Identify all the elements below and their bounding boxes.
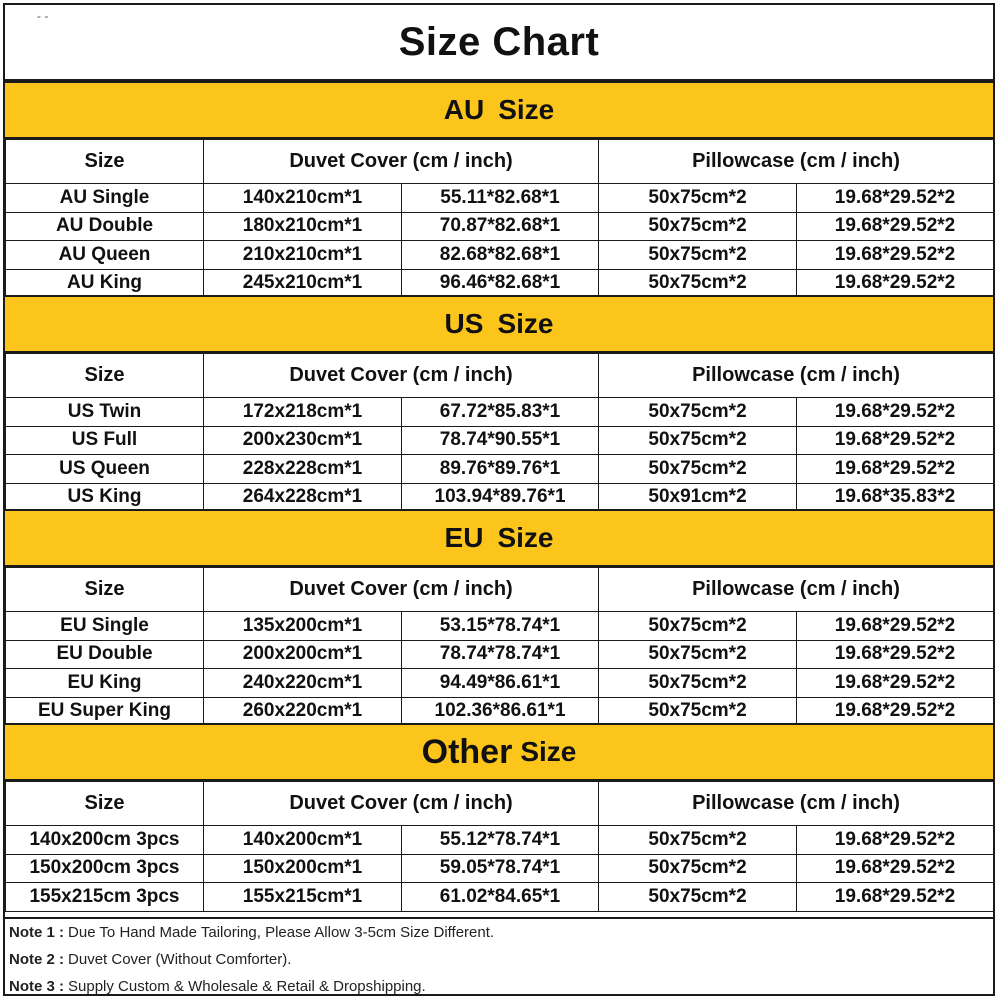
pillow-inch-cell: 19.68*29.52*2 xyxy=(797,212,994,241)
size-cell: EU King xyxy=(6,669,204,698)
pillow-cm-cell: 50x91cm*2 xyxy=(599,483,797,512)
duvet-inch-cell: 89.76*89.76*1 xyxy=(402,455,599,484)
note-label: Note 2 : xyxy=(9,951,65,968)
pillow-cm-cell: 50x75cm*2 xyxy=(599,269,797,298)
duvet-cm-cell: 172x218cm*1 xyxy=(204,398,402,427)
note-text: Supply Custom & Wholesale & Retail & Dropshipping. xyxy=(68,978,426,995)
section-suffix: Size xyxy=(498,94,555,125)
size-column-header: Size xyxy=(6,354,204,398)
size-cell: 150x200cm 3pcs xyxy=(6,854,204,883)
duvet-inch-cell: 94.49*86.61*1 xyxy=(402,669,599,698)
size-column-header: Size xyxy=(6,568,204,612)
pillow-inch-cell: 19.68*29.52*2 xyxy=(797,826,994,855)
pillow-inch-cell: 19.68*29.52*2 xyxy=(797,612,994,641)
size-cell: EU Super King xyxy=(6,697,204,726)
duvet-inch-cell: 55.12*78.74*1 xyxy=(402,826,599,855)
pillow-cm-cell: 50x75cm*2 xyxy=(599,826,797,855)
size-cell: AU Double xyxy=(6,212,204,241)
section-suffix: Size xyxy=(497,522,554,553)
pillow-inch-cell: 19.68*29.52*2 xyxy=(797,269,994,298)
duvet-column-header: Duvet Cover (cm / inch) xyxy=(204,782,599,826)
size-column-header: Size xyxy=(6,140,204,184)
page-title: Size Chart xyxy=(5,5,993,81)
duvet-column-header: Duvet Cover (cm / inch) xyxy=(204,568,599,612)
table-header-row xyxy=(6,782,994,826)
section-header-us xyxy=(5,295,993,353)
pillow-cm-cell: 50x75cm*2 xyxy=(599,697,797,726)
pillow-cm-cell: 50x75cm*2 xyxy=(599,883,797,912)
duvet-cm-cell: 245x210cm*1 xyxy=(204,269,402,298)
section-suffix: Size xyxy=(497,308,554,339)
duvet-cm-cell: 180x210cm*1 xyxy=(204,212,402,241)
table-row xyxy=(6,455,994,484)
pillow-cm-cell: 50x75cm*2 xyxy=(599,212,797,241)
duvet-inch-cell: 55.11*82.68*1 xyxy=(402,184,599,213)
size-table-eu xyxy=(5,567,994,726)
duvet-cm-cell: 135x200cm*1 xyxy=(204,612,402,641)
section-name: AU xyxy=(443,94,485,125)
duvet-inch-cell: 78.74*78.74*1 xyxy=(402,640,599,669)
notes xyxy=(5,917,993,1000)
section-header-other xyxy=(5,723,993,781)
size-table-us xyxy=(5,353,994,512)
pillow-column-header: Pillowcase (cm / inch) xyxy=(599,140,994,184)
duvet-cm-cell: 150x200cm*1 xyxy=(204,854,402,883)
section-suffix: Size xyxy=(520,736,577,767)
pillow-inch-cell: 19.68*29.52*2 xyxy=(797,883,994,912)
pillow-column-header: Pillowcase (cm / inch) xyxy=(599,568,994,612)
pillow-cm-cell: 50x75cm*2 xyxy=(599,426,797,455)
pillow-column-header: Pillowcase (cm / inch) xyxy=(599,354,994,398)
table-header-row xyxy=(6,354,994,398)
size-cell: US Queen xyxy=(6,455,204,484)
pillow-inch-cell: 19.68*29.52*2 xyxy=(797,697,994,726)
table-row xyxy=(6,398,994,427)
duvet-cm-cell: 260x220cm*1 xyxy=(204,697,402,726)
table-row xyxy=(6,854,994,883)
pillow-cm-cell: 50x75cm*2 xyxy=(599,241,797,270)
note-label: Note 3 : xyxy=(9,978,65,995)
table-header-row xyxy=(6,140,994,184)
duvet-cm-cell: 155x215cm*1 xyxy=(204,883,402,912)
size-cell: 155x215cm 3pcs xyxy=(6,883,204,912)
table-row xyxy=(6,612,994,641)
pillow-inch-cell: 19.68*29.52*2 xyxy=(797,426,994,455)
duvet-inch-cell: 96.46*82.68*1 xyxy=(402,269,599,298)
size-cell: EU Double xyxy=(6,640,204,669)
section-header-au xyxy=(5,81,993,139)
duvet-inch-cell: 103.94*89.76*1 xyxy=(402,483,599,512)
note-text: Duvet Cover (Without Comforter). xyxy=(68,951,292,968)
section-name: US xyxy=(444,308,484,339)
duvet-cm-cell: 264x228cm*1 xyxy=(204,483,402,512)
duvet-inch-cell: 78.74*90.55*1 xyxy=(402,426,599,455)
pillow-inch-cell: 19.68*29.52*2 xyxy=(797,854,994,883)
size-cell: 140x200cm 3pcs xyxy=(6,826,204,855)
duvet-column-header: Duvet Cover (cm / inch) xyxy=(204,140,599,184)
size-cell: US Full xyxy=(6,426,204,455)
duvet-cm-cell: 228x228cm*1 xyxy=(204,455,402,484)
note-2 xyxy=(5,946,993,973)
size-cell: US Twin xyxy=(6,398,204,427)
duvet-inch-cell: 59.05*78.74*1 xyxy=(402,854,599,883)
table-row xyxy=(6,826,994,855)
duvet-column-header: Duvet Cover (cm / inch) xyxy=(204,354,599,398)
size-table-au xyxy=(5,139,994,298)
pillow-inch-cell: 19.68*29.52*2 xyxy=(797,241,994,270)
duvet-cm-cell: 240x220cm*1 xyxy=(204,669,402,698)
table-row xyxy=(6,483,994,512)
duvet-inch-cell: 61.02*84.65*1 xyxy=(402,883,599,912)
size-cell: AU Queen xyxy=(6,241,204,270)
table-row xyxy=(6,269,994,298)
pillow-cm-cell: 50x75cm*2 xyxy=(599,854,797,883)
table-row xyxy=(6,241,994,270)
pillow-inch-cell: 19.68*29.52*2 xyxy=(797,640,994,669)
size-chart: - - Size Chart AU Size Size Duvet Cover (cm / inch) Pillowcase (cm / inch) AU Single 140x210cm*1 55.11*82.68*1 50x75cm*2 19.68*29.52*2 AU Double 180x210cm*1 70.87*82.68*1 50x75cm*2 19.68*29.52*2 AU Queen 210x210cm*1 82.68*82.68*1 50x75cm*2 19.68*29.52*2 AU King 245x210cm*1 96.46*82.68*1 50x75cm*2 19.68*29.52*2 US Size Size Duvet Cover (cm / inch) Pillowcase (cm / inch) US Twin 172x218cm*1 67.72*85.83*1 50x75cm*2 19.68*29.52*2 US Full 200x230cm*1 78.74*90.55*1 50x75cm*2 19.68*29.52*2 US Queen 228x228cm*1 89.76*89.76*1 50x75cm*2 19.68*29.52*2 US King 264x228cm*1 103.94*89.76*1 50x91cm*2 19.68*35.83*2 EU Size Size Duvet Cover (cm / inch) Pillowcase (cm / inch) EU Single 135x200cm*1 53.15*78.74*1 50x75cm*2 19.68*29.52*2 EU Double 200x200cm*1 78.74*78.74*1 50x75cm*2 19.68*29.52*2 EU King 240x220cm*1 94.49*86.61*1 50x75cm*2 19.68*29.52*2 EU Super King 260x220cm*1 102.36*86.61*1 50x75cm*2 19.68*29.52*2 Other Size Size Duvet Cover (cm / inch) Pillowcase (cm / inch) 140x200cm 3pcs 140x200cm*1 55.12*78.74*1 50x75cm*2 19.68*29.52*2 150x200cm 3pcs 150x200cm*1 59.05*78.74*1 50x75cm*2 19.68*29.52*2 155x215cm 3pcs 155x215cm*1 61.02*84.65*1 50x75cm*2 19.68*29.52*2 Note 1 : Due To Hand Made Tailoring, Please Allow 3-5cm Size Different. Note 2 : Duvet Cover (Without Comforter). Note 3 : Supply Custom & Wholesale & Retail & Dropshipping. xyxy=(3,3,995,996)
size-cell: US King xyxy=(6,483,204,512)
duvet-cm-cell: 140x200cm*1 xyxy=(204,826,402,855)
duvet-cm-cell: 200x200cm*1 xyxy=(204,640,402,669)
section-name: Other xyxy=(421,732,513,771)
duvet-cm-cell: 210x210cm*1 xyxy=(204,241,402,270)
table-row xyxy=(6,212,994,241)
section-header-eu xyxy=(5,509,993,567)
pillow-cm-cell: 50x75cm*2 xyxy=(599,184,797,213)
table-row xyxy=(6,669,994,698)
note-1 xyxy=(5,919,993,946)
duvet-inch-cell: 53.15*78.74*1 xyxy=(402,612,599,641)
pillow-inch-cell: 19.68*29.52*2 xyxy=(797,398,994,427)
table-row xyxy=(6,184,994,213)
pillow-cm-cell: 50x75cm*2 xyxy=(599,398,797,427)
duvet-inch-cell: 102.36*86.61*1 xyxy=(402,697,599,726)
size-cell: EU Single xyxy=(6,612,204,641)
note-text: Due To Hand Made Tailoring, Please Allow 3-5cm Size Different. xyxy=(68,924,495,941)
size-table-other xyxy=(5,781,994,912)
pillow-cm-cell: 50x75cm*2 xyxy=(599,640,797,669)
pillow-inch-cell: 19.68*29.52*2 xyxy=(797,669,994,698)
section-name: EU xyxy=(444,522,484,553)
duvet-cm-cell: 140x210cm*1 xyxy=(204,184,402,213)
duvet-cm-cell: 200x230cm*1 xyxy=(204,426,402,455)
pillow-inch-cell: 19.68*29.52*2 xyxy=(797,184,994,213)
duvet-inch-cell: 67.72*85.83*1 xyxy=(402,398,599,427)
size-column-header: Size xyxy=(6,782,204,826)
table-row xyxy=(6,640,994,669)
note-3 xyxy=(5,973,993,1000)
pillow-inch-cell: 19.68*29.52*2 xyxy=(797,455,994,484)
pillow-cm-cell: 50x75cm*2 xyxy=(599,455,797,484)
duvet-inch-cell: 70.87*82.68*1 xyxy=(402,212,599,241)
pillow-cm-cell: 50x75cm*2 xyxy=(599,612,797,641)
pillow-inch-cell: 19.68*35.83*2 xyxy=(797,483,994,512)
size-cell: AU Single xyxy=(6,184,204,213)
pillow-column-header: Pillowcase (cm / inch) xyxy=(599,782,994,826)
table-header-row xyxy=(6,568,994,612)
table-row xyxy=(6,426,994,455)
size-cell: AU King xyxy=(6,269,204,298)
note-label: Note 1 : xyxy=(9,924,65,941)
pillow-cm-cell: 50x75cm*2 xyxy=(599,669,797,698)
table-row xyxy=(6,697,994,726)
duvet-inch-cell: 82.68*82.68*1 xyxy=(402,241,599,270)
table-row xyxy=(6,883,994,912)
